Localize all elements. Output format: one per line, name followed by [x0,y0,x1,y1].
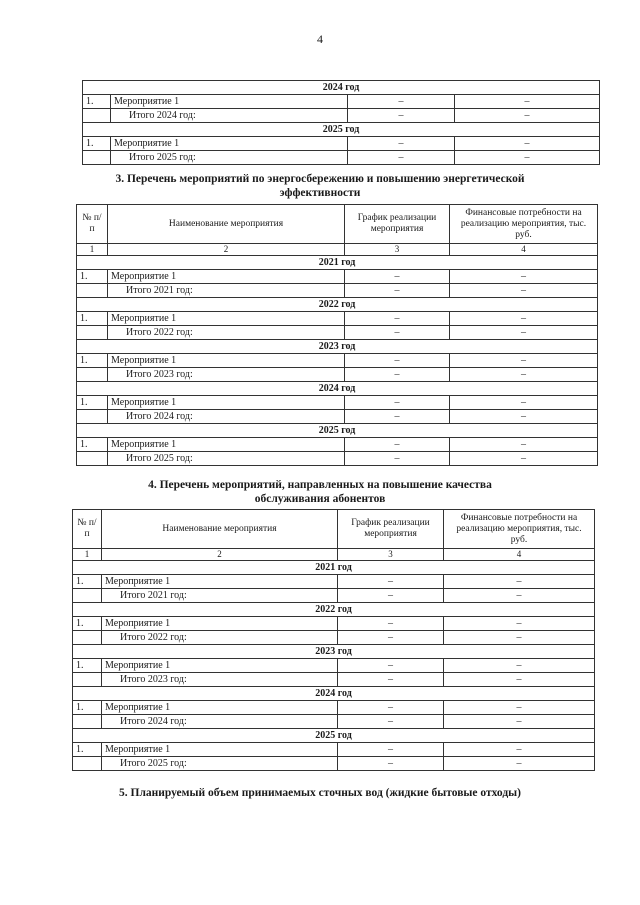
item-schedule: – [338,617,444,631]
total-schedule: – [348,151,455,165]
year-label: 2024 год [73,687,595,701]
total-empty-cell [73,589,102,603]
total-label: Итого 2025 год: [108,452,345,466]
table-row [73,617,595,631]
item-name: Мероприятие 1 [111,95,348,109]
total-schedule: – [345,452,450,466]
total-finance: – [450,410,598,424]
item-number: 1. [73,575,102,589]
item-finance: – [450,438,598,452]
item-finance: – [450,354,598,368]
item-finance: – [444,659,595,673]
year-row [73,603,595,617]
item-schedule: – [348,95,455,109]
table-row [77,354,598,368]
year-row [77,424,598,438]
total-row [83,151,600,165]
total-empty-cell [73,631,102,645]
item-finance: – [444,575,595,589]
total-schedule: – [338,673,444,687]
item-number: 1. [73,659,102,673]
section4-heading [0,478,640,506]
col-name-header: Наименование мероприятия [102,510,338,549]
item-schedule: – [348,137,455,151]
total-schedule: – [345,410,450,424]
section3-heading-line1: 3. Перечень мероприятий по энергосбережению и повышению энергетической [115,173,525,185]
item-number: 1. [83,137,111,151]
total-row [77,284,598,298]
section3-header-row [77,205,598,244]
top-table-body [83,81,600,165]
item-number: 1. [77,354,108,368]
total-row [77,452,598,466]
year-row [77,256,598,270]
year-label: 2025 год [83,123,600,137]
item-name: Мероприятие 1 [108,354,345,368]
total-label: Итого 2022 год: [102,631,338,645]
total-schedule: – [338,757,444,771]
item-name: Мероприятие 1 [108,396,345,410]
total-schedule: – [338,715,444,729]
item-name: Мероприятие 1 [108,438,345,452]
total-empty-cell [73,673,102,687]
total-label: Итого 2024 год: [111,109,348,123]
item-schedule: – [345,354,450,368]
item-name: Мероприятие 1 [108,270,345,284]
total-schedule: – [338,631,444,645]
year-row [73,645,595,659]
total-row [73,589,595,603]
total-empty-cell [83,151,111,165]
total-finance: – [444,589,595,603]
colnum-1: 1 [77,244,108,256]
col-schedule-header: График реализации мероприятия [345,205,450,244]
total-finance: – [450,284,598,298]
page-number: 4 [317,32,323,46]
item-name: Мероприятие 1 [102,701,338,715]
table-row [77,312,598,326]
section3-heading [0,172,640,200]
item-finance: – [444,743,595,757]
col-schedule-header: График реализации мероприятия [338,510,444,549]
col-name-header: Наименование мероприятия [108,205,345,244]
colnum-2: 2 [102,549,338,561]
year-row [77,340,598,354]
total-finance: – [450,368,598,382]
table-row [77,396,598,410]
colnum-2: 2 [108,244,345,256]
total-empty-cell [77,284,108,298]
year-label: 2021 год [73,561,595,575]
col-finance-header: Финансовые потребности на реализацию мероприятия, тыс. руб. [444,510,595,549]
total-row [77,326,598,340]
table-row [73,659,595,673]
total-label: Итого 2023 год: [102,673,338,687]
item-name: Мероприятие 1 [102,743,338,757]
table-row [73,743,595,757]
item-number: 1. [77,312,108,326]
total-finance: – [450,326,598,340]
total-finance: – [450,452,598,466]
total-label: Итого 2022 год: [108,326,345,340]
item-schedule: – [338,701,444,715]
item-name: Мероприятие 1 [102,617,338,631]
year-row [73,729,595,743]
section4-header-row [73,510,595,549]
col-finance-header: Финансовые потребности на реализацию мероприятия, тыс. руб. [450,205,598,244]
section4-table [72,509,595,771]
item-number: 1. [73,617,102,631]
total-row [77,368,598,382]
item-number: 1. [77,438,108,452]
total-row [73,757,595,771]
year-label: 2023 год [73,645,595,659]
colnum-3: 3 [338,549,444,561]
item-schedule: – [345,396,450,410]
item-name: Мероприятие 1 [108,312,345,326]
total-schedule: – [345,284,450,298]
section3-colnum-row [77,244,598,256]
total-schedule: – [348,109,455,123]
colnum-3: 3 [345,244,450,256]
total-finance: – [444,715,595,729]
item-finance: – [455,137,600,151]
total-finance: – [444,631,595,645]
item-name: Мероприятие 1 [102,575,338,589]
table-row [77,270,598,284]
year-label: 2023 год [77,340,598,354]
total-finance: – [444,757,595,771]
total-row [77,410,598,424]
year-row [83,81,600,95]
total-label: Итого 2025 год: [102,757,338,771]
year-row [73,561,595,575]
year-label: 2024 год [77,382,598,396]
year-label: 2025 год [77,424,598,438]
total-label: Итого 2023 год: [108,368,345,382]
year-row [77,382,598,396]
item-number: 1. [77,270,108,284]
year-label: 2025 год [73,729,595,743]
table-row [83,95,600,109]
item-finance: – [450,270,598,284]
item-schedule: – [338,575,444,589]
item-number: 1. [73,701,102,715]
table-row [73,701,595,715]
total-finance: – [444,673,595,687]
total-empty-cell [83,109,111,123]
table-row [73,575,595,589]
item-finance: – [450,312,598,326]
total-finance: – [455,109,600,123]
total-label: Итого 2024 год: [102,715,338,729]
table-row [83,137,600,151]
section3-heading-line2: эффективности [279,187,361,199]
section3-table-body [77,256,598,466]
section4-heading-line2: обслуживания абонентов [254,493,386,505]
year-label: 2022 год [73,603,595,617]
top-continuation-table [82,80,600,165]
total-label: Итого 2021 год: [102,589,338,603]
year-label: 2022 год [77,298,598,312]
total-empty-cell [73,715,102,729]
table-row [77,438,598,452]
total-label: Итого 2021 год: [108,284,345,298]
item-schedule: – [338,743,444,757]
year-row [83,123,600,137]
year-row [73,687,595,701]
total-schedule: – [338,589,444,603]
item-finance: – [444,617,595,631]
item-finance: – [450,396,598,410]
item-schedule: – [338,659,444,673]
total-empty-cell [73,757,102,771]
total-schedule: – [345,368,450,382]
item-number: 1. [77,396,108,410]
col-num-header: № п/п [73,510,102,549]
item-name: Мероприятие 1 [102,659,338,673]
item-number: 1. [83,95,111,109]
section4-colnum-row [73,549,595,561]
section4-table-body [73,561,595,771]
section3-table [76,204,598,466]
year-row [77,298,598,312]
item-schedule: – [345,270,450,284]
total-row [73,715,595,729]
item-name: Мероприятие 1 [111,137,348,151]
total-empty-cell [77,368,108,382]
total-row [73,631,595,645]
total-finance: – [455,151,600,165]
total-label: Итого 2024 год: [108,410,345,424]
total-schedule: – [345,326,450,340]
item-schedule: – [345,312,450,326]
item-finance: – [455,95,600,109]
colnum-1: 1 [73,549,102,561]
total-empty-cell [77,410,108,424]
col-num-header: № п/п [77,205,108,244]
colnum-4: 4 [444,549,595,561]
item-number: 1. [73,743,102,757]
total-label: Итого 2025 год: [111,151,348,165]
year-label: 2024 год [83,81,600,95]
section4-heading-line1: 4. Перечень мероприятий, направленных на повышение качества [148,479,492,491]
total-empty-cell [77,326,108,340]
total-row [83,109,600,123]
total-empty-cell [77,452,108,466]
total-row [73,673,595,687]
item-finance: – [444,701,595,715]
colnum-4: 4 [450,244,598,256]
year-label: 2021 год [77,256,598,270]
section5-heading: 5. Планируемый объем принимаемых сточных вод (жидкие бытовые отходы) [119,787,521,799]
item-schedule: – [345,438,450,452]
